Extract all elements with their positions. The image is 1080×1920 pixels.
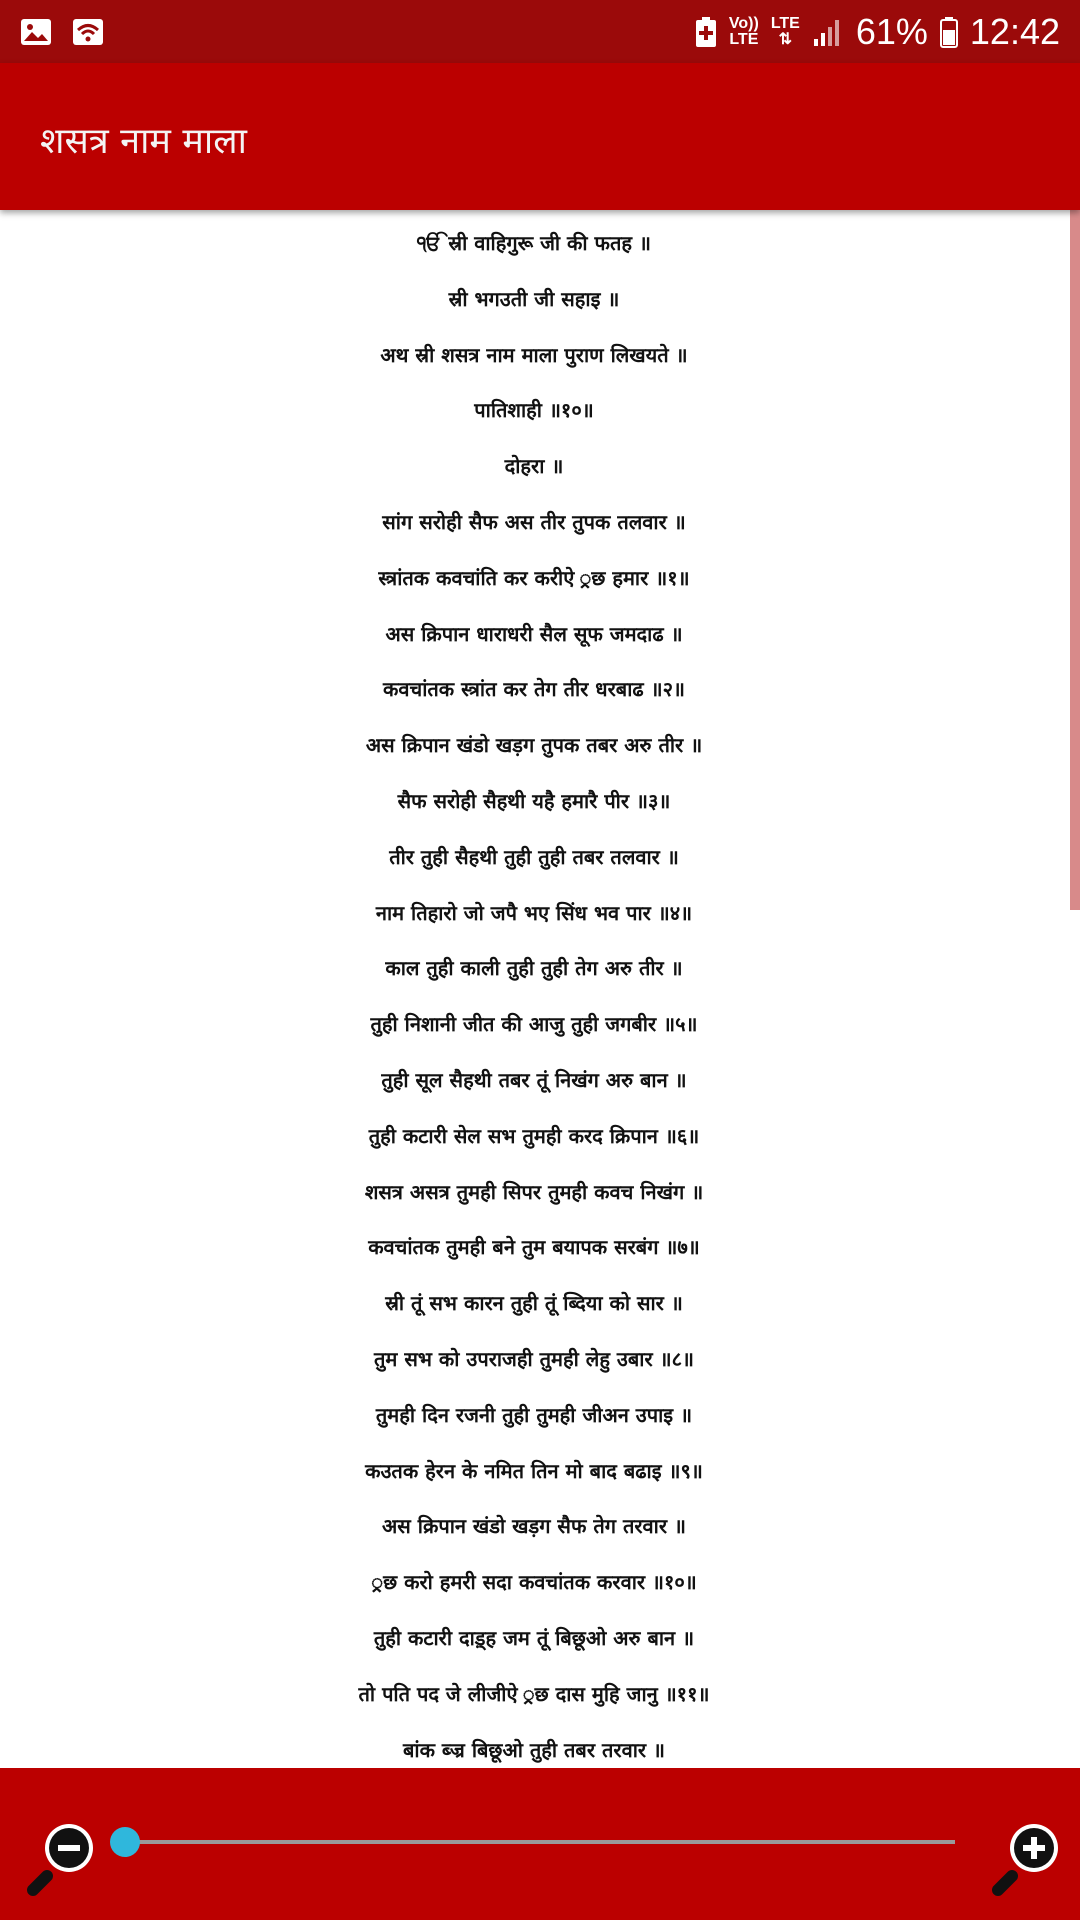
lte-icon [771,16,800,48]
app-bar [0,63,1080,210]
scroll-indicator[interactable] [1070,210,1080,910]
verse-line: तीर तुही सैहथी तुही तुही तबर तलवार ॥ [389,844,679,869]
zoom-in-button[interactable] [990,1808,1080,1898]
verse-line: अस क्रिपान खंडो खड़ग तुपक तबर अरु तीर ॥ [365,733,703,758]
zoom-slider-track[interactable] [125,1840,955,1844]
volte-line-1: Vo)) [728,14,759,32]
verse-line: तो पति पद जे लीजीऐ ्रछ दास मुहि जानु ॥११॥ [358,1681,710,1706]
zoom-bar [0,1768,1080,1920]
verse-line: ्रछ करो हमरी सदा कवचांतक करवार ॥१०॥ [371,1570,697,1595]
status-bar [0,0,1080,63]
verse-line: नाम तिहारो जो जपै भए सिंध भव पार ॥४॥ [375,900,693,925]
verse-line: तुमही दिन रजनी तुही तुमही जीअन उपाइ ॥ [375,1402,693,1427]
verse-list [0,210,1068,1768]
verse-line: तुम सभ को उपराजही तुमही लेहु उबार ॥८॥ [374,1346,694,1371]
zoom-out-icon [25,1808,115,1898]
battery-icon [940,16,958,48]
volte-icon [729,16,759,48]
verse-line: स्री तूं सभ कारन तुही तूं ब्दिया को सार ॥ [385,1291,683,1316]
verse-line: तुही कटारी दाड़्ह जम तूं बिछूओ अरु बान ॥ [373,1625,695,1650]
verse-line: दोहरा ॥ [504,454,564,479]
verse-line: अस क्रिपान खंडो खड़ग सैफ तेग तरवार ॥ [382,1514,686,1539]
verse-line: कवचांतक स्त्रांत कर तेग तीर धरबाढ ॥२॥ [383,677,685,702]
volte-line-2: LTE [729,30,759,48]
battery-percent: 61% [855,10,928,52]
clock: 12:42 [969,10,1060,52]
verse-line: स्त्रांतक कवचांति कर करीऐ ्रछ हमार ॥१॥ [378,565,690,590]
verse-line: कवचांतक तुमही बने तुम बयापक सरबंग ॥७॥ [368,1235,700,1260]
status-right [683,11,1060,53]
verse-line: सांग सरोही सैफ अस तीर तुपक तलवार ॥ [382,509,686,534]
lte-label: LTE [770,14,800,32]
lte-arrows: ⇅ [778,30,793,48]
verse-line: सैफ सरोही सैहथी यहै हमारै पीर ॥३॥ [397,788,671,813]
page-title: शसत्र नाम माला [40,121,247,162]
verse-line: तुही निशानी जीत की आजु तुही जगबीर ॥५॥ [370,1012,698,1037]
verse-line: तुही कटारी सेल सभ तुमही करद क्रिपान ॥६॥ [368,1123,700,1148]
verse-line: पातिशाही ॥१०॥ [474,398,594,423]
verse-line: ੴ स्री वाहिगुरू जी की फतह ॥ [417,231,651,255]
verse-line: बांक ब्ज्र बिछूओ तुही तबर तरवार ॥ [402,1737,666,1762]
zoom-out-button[interactable] [25,1808,115,1898]
zoom-in-icon [990,1808,1080,1898]
verse-line: तुही सूल सैहथी तबर तूं निखंग अरु बान ॥ [381,1067,687,1092]
verse-line: शसत्र असत्र तुमही सिपर तुमही कवच निखंग ॥ [364,1179,704,1204]
gallery-icon [20,18,52,46]
wifi-icon [72,18,104,46]
verse-line: स्री भगउती जी सहाइ ॥ [448,286,620,311]
verse-content[interactable] [0,210,1068,1768]
verse-line: अथ स्री शसत्र नाम माला पुराण लिखयते ॥ [380,342,688,367]
status-left [20,18,124,46]
zoom-slider-thumb[interactable] [110,1827,140,1857]
battery-saver-icon [695,16,717,48]
verse-line: काल तुही काली तुही तुही तेग अरु तीर ॥ [385,956,683,981]
verse-line: अस क्रिपान धाराधरी सैल सूफ जमदाढ ॥ [385,621,683,646]
signal-icon [812,17,844,47]
verse-line: कउतक हेरन के नमित तिन मो बाद बढाइ ॥९॥ [365,1458,703,1483]
